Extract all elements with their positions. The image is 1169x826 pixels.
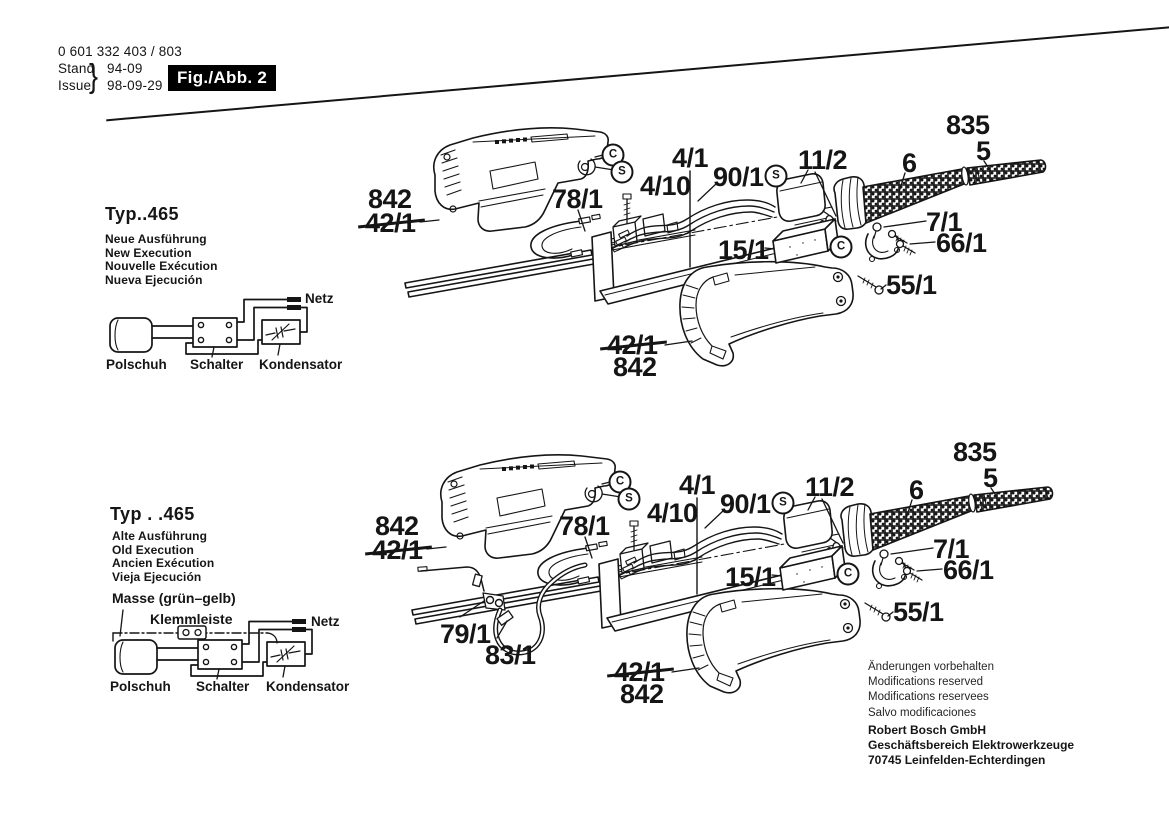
callout-new-842-lower: 842	[613, 352, 657, 382]
typ-label-new: Typ..465	[105, 204, 179, 224]
typ-label-old: Typ . .465	[110, 504, 195, 524]
callout-old-7-1: 7/1	[933, 534, 970, 564]
callout-new-78-1: 78/1	[552, 184, 603, 214]
callout-old-66-1: 66/1	[943, 555, 994, 585]
company-line: Geschäftsbereich Elektrowerkzeuge	[868, 738, 1075, 752]
callout-old-42-1-upper: 42/1	[372, 535, 423, 565]
execution-line: Neue Ausführung	[105, 232, 207, 246]
polschuh-label-new: Polschuh	[106, 357, 167, 372]
callout-new-4-1: 4/1	[672, 143, 709, 173]
callout-old-835: 835	[953, 437, 997, 467]
callout-old-4-10: 4/10	[647, 498, 698, 528]
schalter-label-new: Schalter	[190, 357, 244, 372]
callout-new-7-1: 7/1	[926, 207, 963, 237]
callout-old-c-housing: C	[609, 471, 632, 494]
superseded-date: 94-09	[107, 61, 1169, 76]
date-brace: }	[89, 57, 99, 95]
callout-new-6: 6	[902, 148, 917, 178]
company-line: 70745 Leinfelden-Echterdingen	[868, 753, 1046, 767]
callout-new-42-1-upper: 42/1	[365, 208, 416, 238]
modification-notes	[868, 660, 994, 721]
callout-old-842-upper: 842	[375, 511, 419, 541]
masse-label: Masse (grün–gelb)	[112, 590, 236, 606]
note-line: Änderungen vorbehalten	[868, 661, 994, 673]
polschuh-label-old: Polschuh	[110, 679, 171, 694]
figure-label: Fig./Abb. 2	[168, 65, 276, 91]
callout-old-4-1: 4/1	[679, 470, 716, 500]
callout-old-c-block: C	[837, 563, 860, 586]
note-line: Modifications reservees	[868, 691, 989, 704]
callout-new-42-1-lower: 42/1	[607, 330, 658, 360]
netz-label-old: Netz	[311, 614, 340, 629]
callout-old-42-1-lower: 42/1	[614, 657, 665, 687]
kondensator-label-old: Kondensator	[266, 679, 350, 694]
callout-old-79-1: 79/1	[440, 619, 491, 649]
company-line: Robert Bosch GmbH	[868, 723, 987, 737]
klemmleiste-label: Klemmleiste	[150, 611, 233, 627]
execution-line: Old Execution	[112, 542, 194, 557]
callout-old-s-cable: S	[772, 492, 795, 515]
issue-date: 98-09-29	[107, 78, 163, 93]
callout-old-15-1: 15/1	[725, 562, 776, 592]
callout-new-s-housing: S	[611, 161, 634, 184]
order-number: 0 601 332 403 / 803	[58, 44, 182, 59]
execution-line: New Execution	[105, 245, 192, 260]
execution-lines-old	[112, 530, 214, 584]
note-line: Modifications reserved	[868, 676, 984, 689]
callout-old-s-housing: S	[618, 488, 641, 511]
callout-new-55-1: 55/1	[886, 270, 937, 300]
callout-new-66-1: 66/1	[936, 228, 987, 258]
execution-line: Nouvelle Exécution	[105, 259, 218, 274]
execution-line: Nueva Ejecución	[105, 272, 203, 287]
callout-old-78-1: 78/1	[559, 511, 610, 541]
execution-line: Vieja Ejecución	[112, 569, 202, 584]
company-address	[868, 723, 1074, 768]
execution-line: Alte Ausführung	[112, 529, 208, 543]
callout-old-55-1: 55/1	[893, 597, 944, 627]
schematic-new-execution	[110, 297, 307, 357]
callout-new-90-1: 90/1	[713, 162, 764, 192]
schalter-label-old: Schalter	[196, 679, 250, 694]
callout-old-6: 6	[909, 475, 924, 505]
callout-new-15-1: 15/1	[718, 235, 769, 265]
callout-new-11-2: 11/2	[798, 145, 848, 175]
callout-new-842-upper: 842	[368, 184, 412, 214]
execution-lines-new	[105, 233, 218, 287]
note-line: Salvo modificaciones	[868, 706, 977, 719]
callout-old-11-2: 11/2	[805, 472, 855, 502]
stand-label: Stand	[58, 61, 95, 76]
callout-new-c-block: C	[830, 236, 853, 259]
callout-new-c-housing: C	[602, 144, 625, 167]
issue-label: Issue	[58, 78, 92, 93]
kondensator-label-new: Kondensator	[259, 357, 343, 372]
callout-new-5: 5	[976, 136, 991, 166]
callout-new-s-cable: S	[765, 165, 788, 188]
callout-new-4-10: 4/10	[640, 171, 691, 201]
callout-old-83-1: 83/1	[485, 640, 536, 670]
callout-old-842-lower: 842	[620, 679, 664, 709]
callout-new-835: 835	[946, 110, 990, 140]
schematic-old-execution	[115, 619, 312, 679]
callout-old-90-1: 90/1	[720, 489, 771, 519]
netz-label-new: Netz	[305, 291, 334, 306]
execution-line: Ancien Exécution	[112, 556, 215, 571]
callout-old-5: 5	[983, 463, 998, 493]
